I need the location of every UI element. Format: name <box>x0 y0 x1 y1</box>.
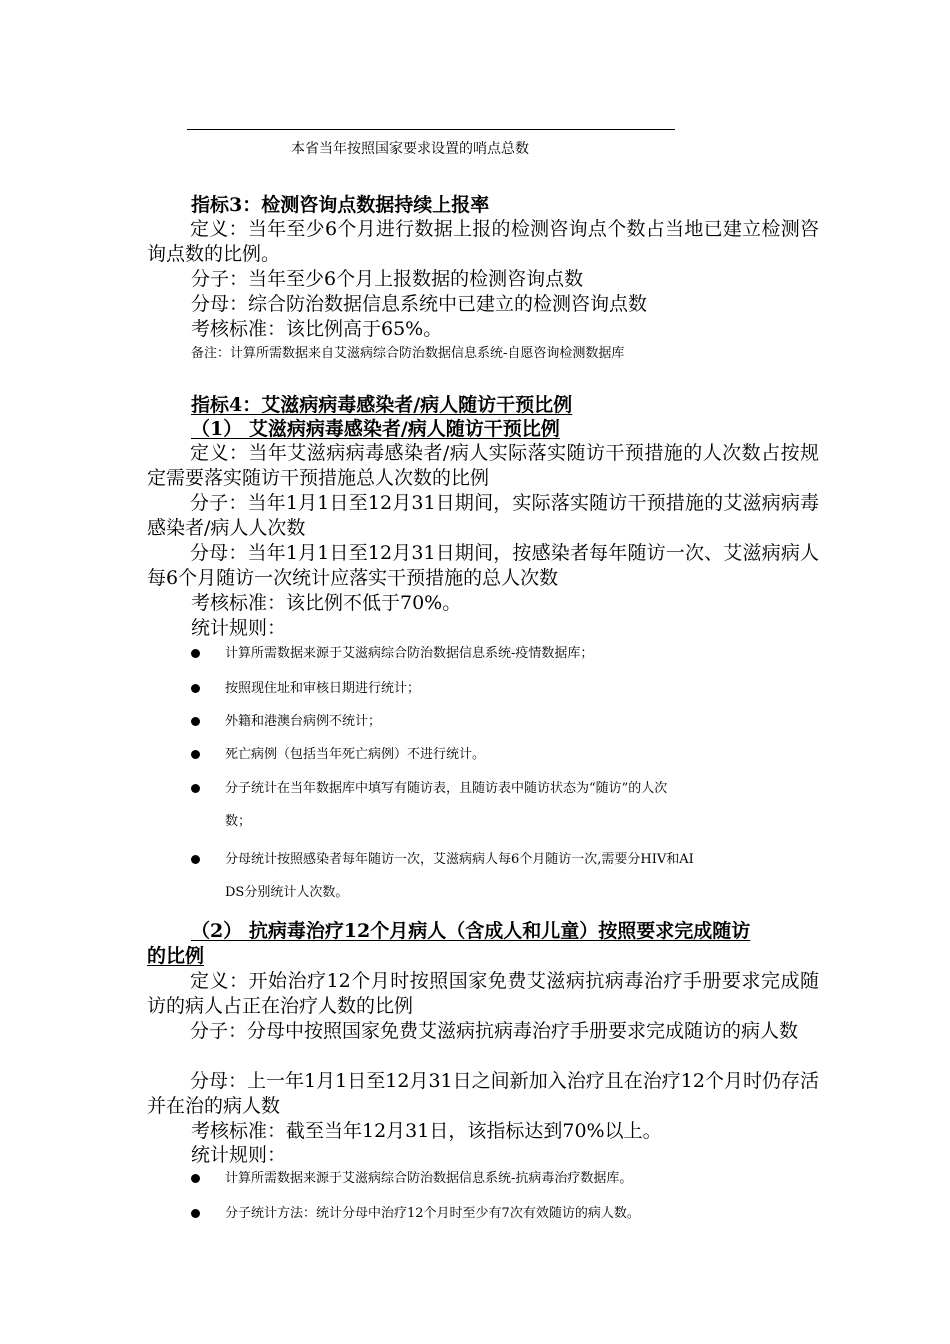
section-2-title-line1: （2） 抗病毒治疗12个月病人（含成人和儿童）按照要求完成随访 <box>191 920 751 942</box>
bullet-icon <box>191 750 200 759</box>
section-2-title-line2: 的比例 <box>147 945 205 967</box>
indicator-3-definition: 定义：当年至少6个月进行数据上报的检测咨询点个数占当地已建立检测咨询点数的比例。 <box>147 218 819 265</box>
section-2-numerator: 分子：分母中按照国家免费艾滋病抗病毒治疗手册要求完成随访的病人数 <box>190 1020 799 1042</box>
section-2-definition: 定义：开始治疗12个月时按照国家免费艾滋病抗病毒治疗手册要求完成随访的病人占正在治疗人数的比例 <box>147 970 819 1017</box>
indicator-3-denominator: 分母：综合防治数据信息系统中已建立的检测咨询点数 <box>191 293 648 315</box>
bullet-icon <box>191 784 200 793</box>
section-1-standard: 考核标准：该比例不低于70%。 <box>191 592 462 614</box>
indicator-3-note: 备注：计算所需数据来自艾滋病综合防治数据信息系统-自愿咨询检测数据库 <box>191 346 625 361</box>
section-2-rules-label: 统计规则： <box>191 1144 287 1166</box>
section-2-standard: 考核标准：截至当年12月31日，该指标达到70%以上。 <box>191 1120 662 1142</box>
section-1-numerator: 分子：当年1月1日至12月31日期间，实际落实随访干预措施的艾滋病病毒感染者/病人人次数 <box>147 492 819 539</box>
indicator-3-title: 指标3：检测咨询点数据持续上报率 <box>191 194 490 216</box>
indicator-4-title: 指标4：艾滋病病毒感染者/病人随访干预比例 <box>191 394 573 416</box>
bullet-icon <box>191 717 200 726</box>
caption-rule <box>187 129 675 130</box>
indicator-3-standard: 考核标准：该比例高于65%。 <box>191 318 443 340</box>
bullet-icon <box>191 649 200 658</box>
indicator-3-numerator: 分子：当年至少6个月上报数据的检测咨询点数 <box>191 268 584 290</box>
section-1-definition: 定义：当年艾滋病病毒感染者/病人实际落实随访干预措施的人次数占按规定需要落实随访干预措施总人次数的比例 <box>147 442 819 489</box>
section-1-title: （1） 艾滋病病毒感染者/病人随访干预比例 <box>191 418 560 440</box>
bullet-icon <box>191 1209 200 1218</box>
section-1-denominator: 分母：当年1月1日至12月31日期间，按感染者每年随访一次、艾滋病病人每6个月随访一次统计应落实干预措施的总人次数 <box>147 542 819 589</box>
section-2-denominator: 分母：上一年1月1日至12月31日之间新加入治疗且在治疗12个月时仍存活并在治的病人数 <box>147 1070 819 1117</box>
caption: 本省当年按照国家要求设置的哨点总数 <box>291 141 529 157</box>
bullet-icon <box>191 684 200 693</box>
bullet-icon <box>191 855 200 864</box>
section-1-rules-label: 统计规则： <box>191 617 287 639</box>
bullet-icon <box>191 1174 200 1183</box>
